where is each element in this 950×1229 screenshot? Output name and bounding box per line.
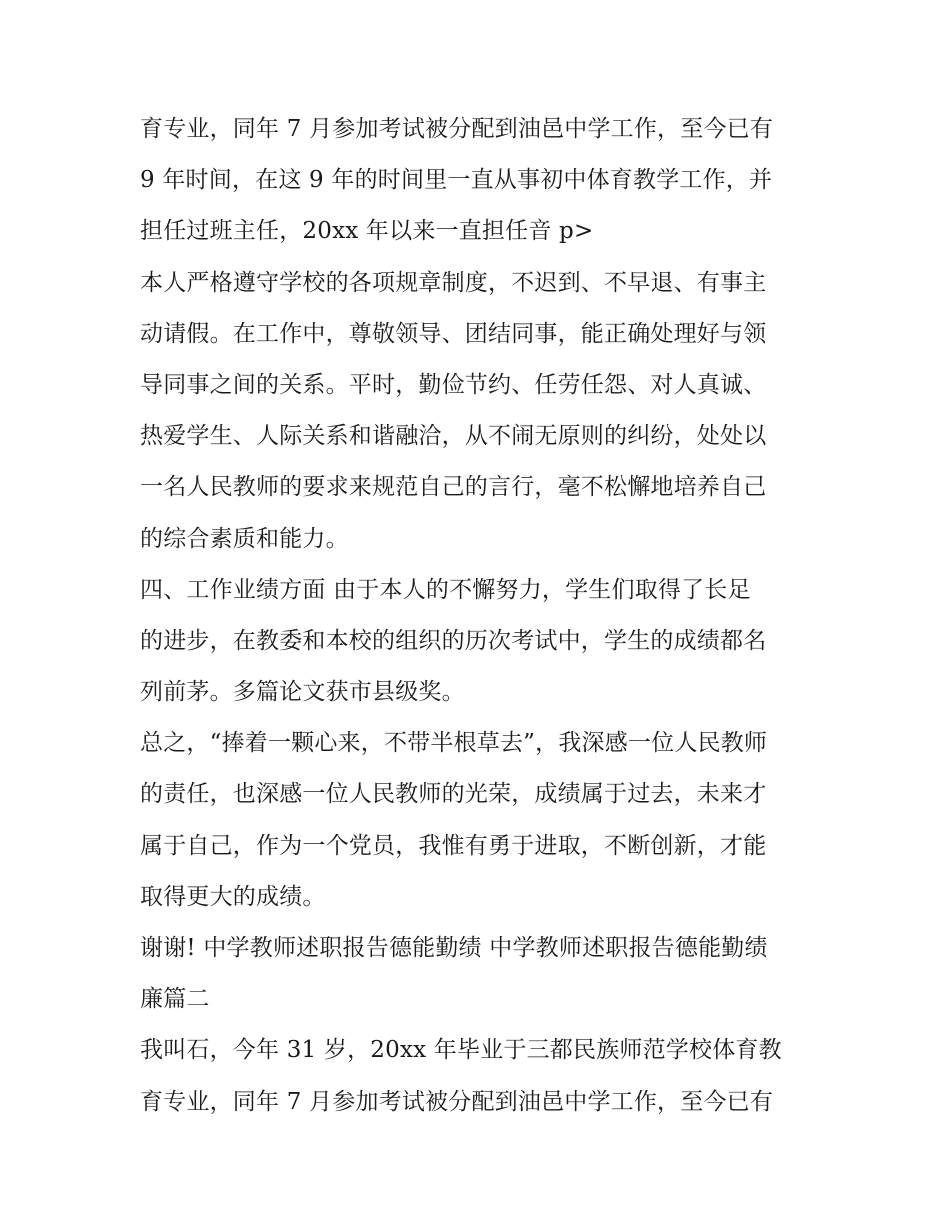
text-line: 的进步，在教委和本校的组织的历次考试中，学生的成绩都名 (140, 627, 767, 654)
text-line: 我叫石，今年 31 岁，20xx 年毕业于三都民族师范学校体育教 (140, 1037, 782, 1064)
text-line: 一名人民教师的要求来规范自己的言行，毫不松懈地培养自己 (140, 474, 767, 501)
text-line: 的责任，也深感一位人民教师的光荣，成绩属于过去，未来才 (140, 781, 767, 808)
text-line: 担任过班主任，20xx 年以来一直担任音 p> (140, 218, 594, 245)
text-line: 总之，“捧着一颗心来，不带半根草去”，我深感一位人民教师 (140, 730, 768, 757)
title-line: 廉篇二 (140, 986, 210, 1013)
text-line: 育专业，同年 7 月参加考试被分配到油邑中学工作，至今已有 (140, 1088, 774, 1115)
title-line: 谢谢! 中学教师述职报告德能勤绩 中学教师述职报告德能勤绩 (140, 935, 768, 961)
text-line: 热爱学生、人际关系和谐融洽，从不闹无原则的纠纷，处处以 (140, 423, 767, 450)
text-line: 育专业，同年 7 月参加考试被分配到油邑中学工作，至今已有 (140, 116, 774, 142)
text-line: 9 年时间，在这 9 年的时间里一直从事初中体育教学工作，并 (140, 167, 773, 194)
text-line: 取得更大的成绩。 (140, 883, 326, 910)
document-body (140, 104, 820, 1128)
text-line: 属于自己，作为一个党员，我惟有勇于进取，不断创新，才能 (140, 832, 767, 859)
text-line: 动请假。在工作中，尊敬领导、团结同事，能正确处理好与领 (140, 320, 767, 347)
text-line: 导同事之间的关系。平时，勤俭节约、任劳任怨、对人真诚、 (140, 371, 767, 398)
text-line: 本人严格遵守学校的各项规章制度，不迟到、不早退、有事主 (140, 269, 767, 296)
section-heading-line: 四、工作业绩方面 由于本人的不懈努力，学生们取得了长足 (140, 576, 751, 603)
text-line: 列前茅。多篇论文获市县级奖。 (140, 679, 465, 706)
text-line: 的综合素质和能力。 (140, 525, 349, 552)
